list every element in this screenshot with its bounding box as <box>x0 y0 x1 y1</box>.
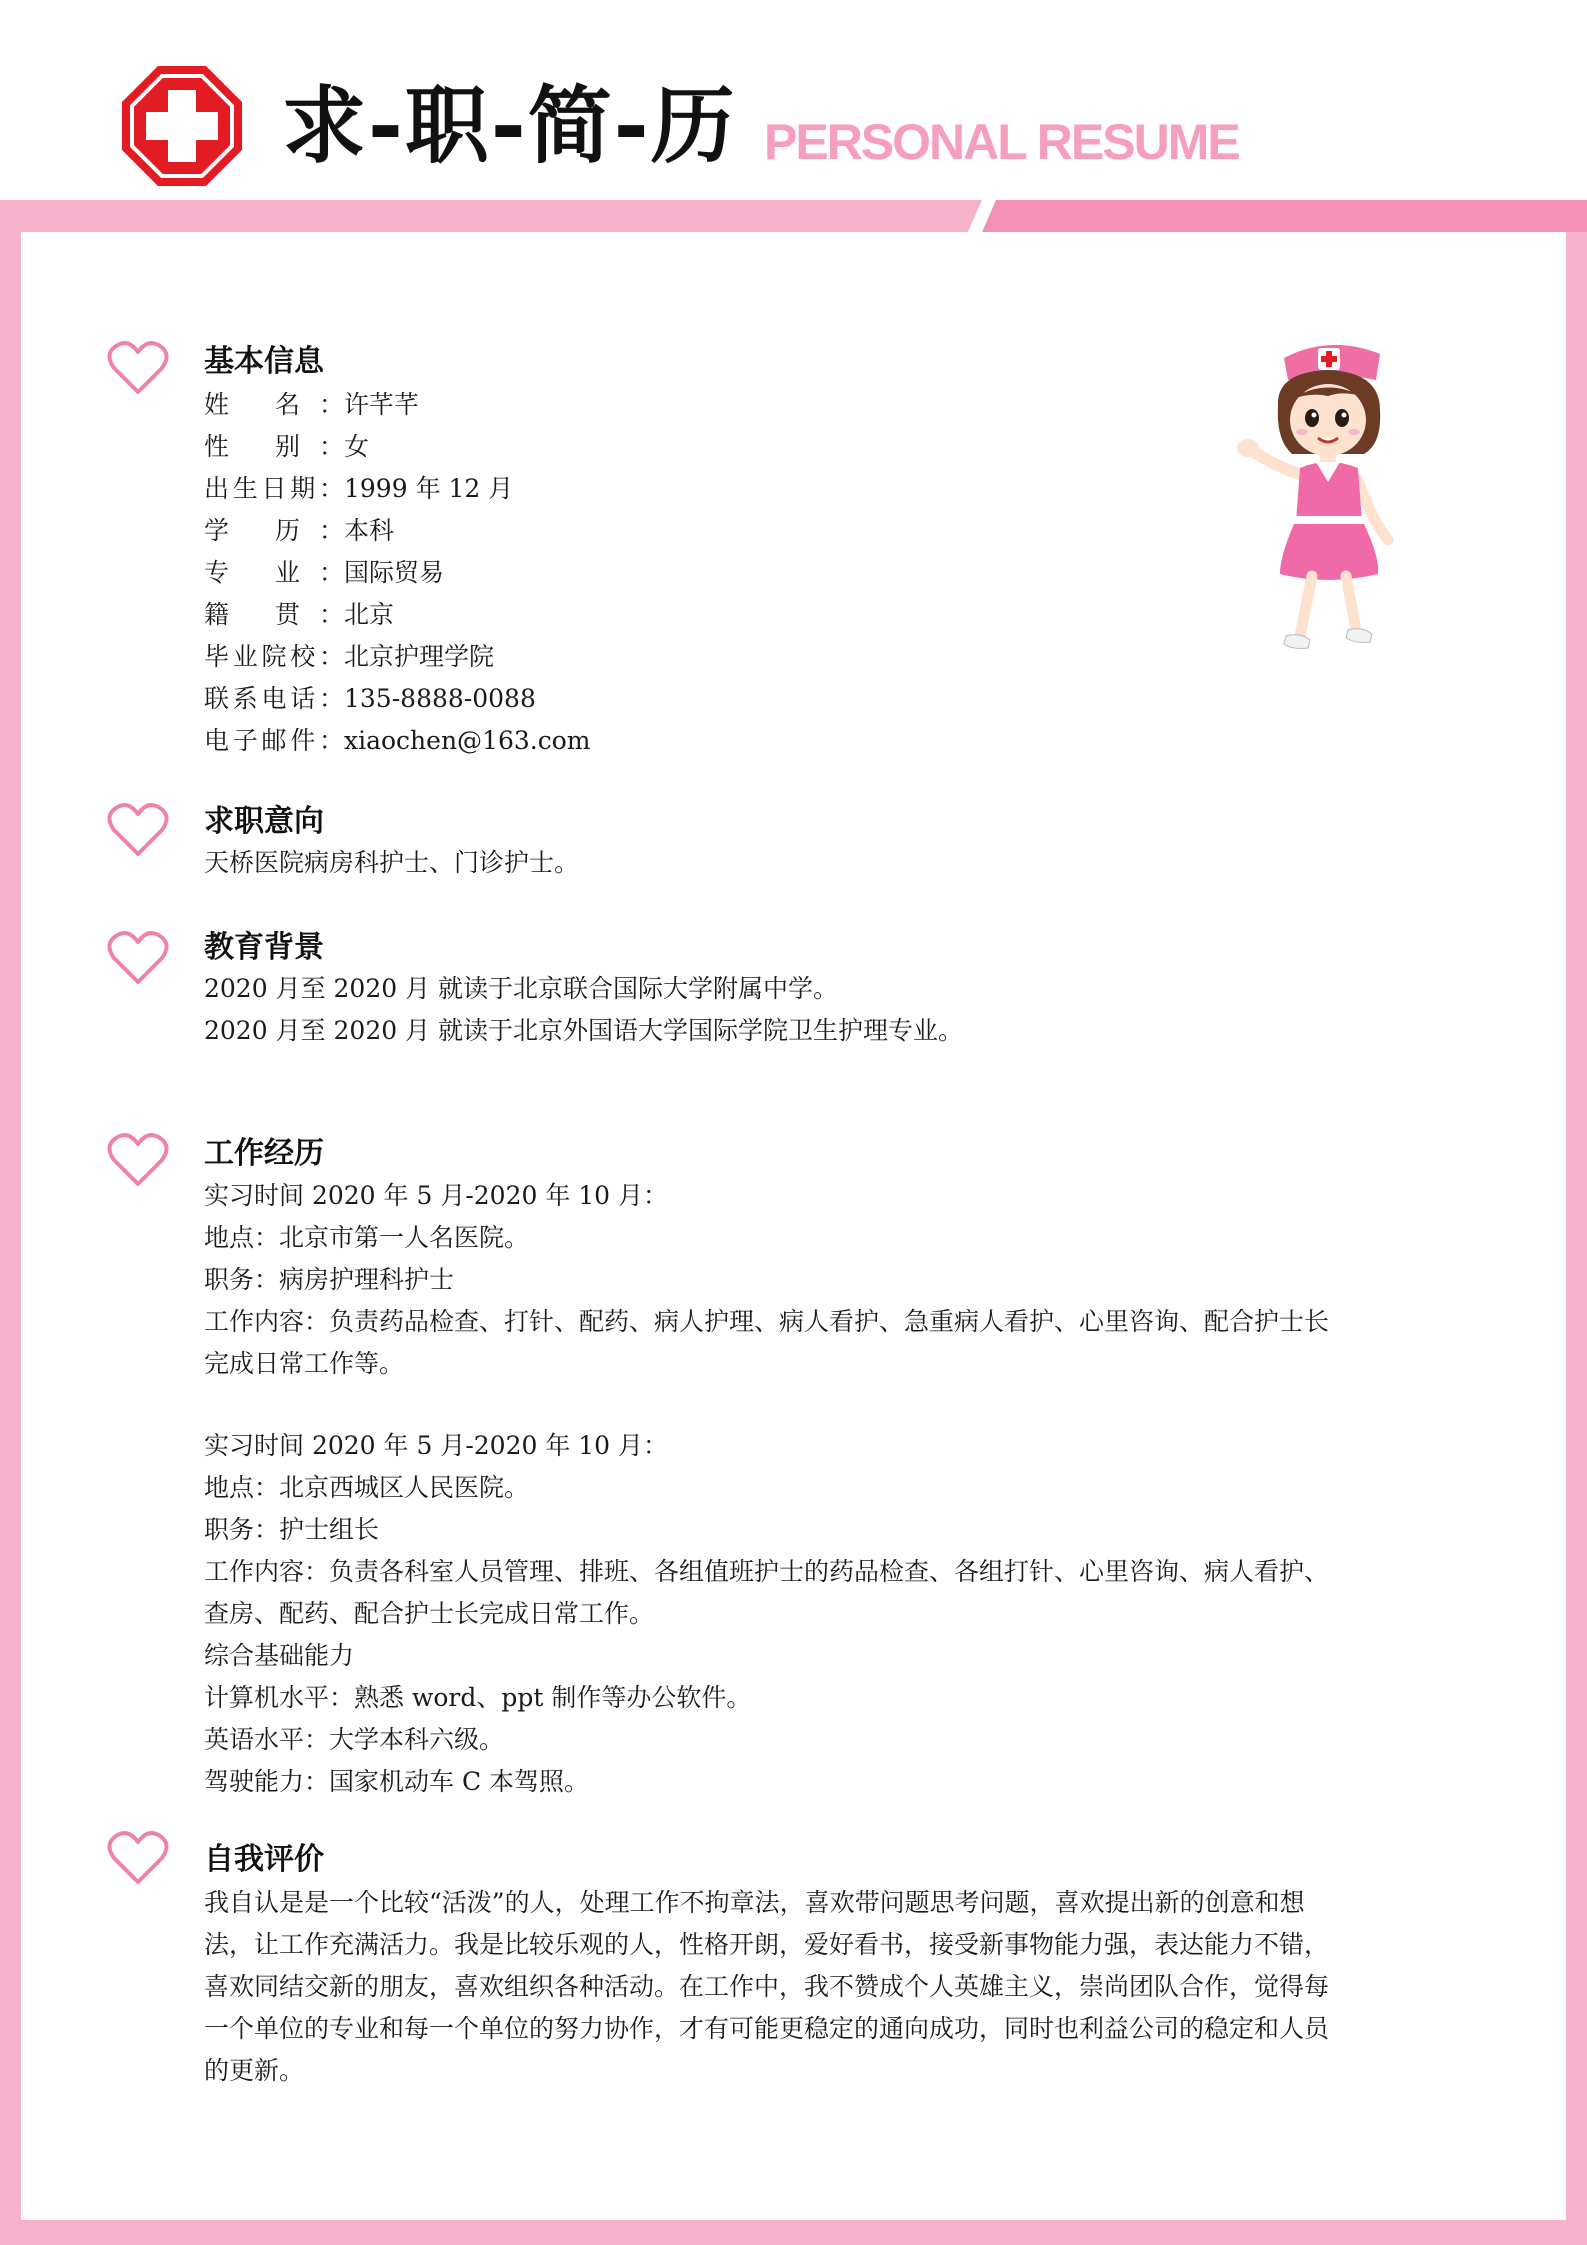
info-row-birth: 出生日期：1999 年 12 月 <box>204 474 514 503</box>
section-title: 基本信息 <box>204 344 324 379</box>
section-title: 工作经历 <box>204 1136 324 1171</box>
section-title: 教育背景 <box>204 930 324 965</box>
job1-place: 地点：北京市第一人名医院。 <box>204 1223 530 1252</box>
job2-content-cont: 查房、配药、配合护士长完成日常工作。 <box>204 1599 655 1628</box>
info-row-gender: 性 别：女 <box>204 432 370 461</box>
info-row-email: 电子邮件：xiaochen@163.com <box>204 726 591 755</box>
job1-content-cont: 完成日常工作等。 <box>204 1349 405 1378</box>
spacer <box>204 1385 1464 1425</box>
info-row-name: 姓 名：许芊芊 <box>204 390 420 419</box>
resume-subtitle: PERSONAL RESUME <box>764 114 1239 170</box>
job2-content: 工作内容：负责各科室人员管理、排班、各组值班护士的药品检查、各组打针、心里咨询、病人看护、 <box>204 1557 1330 1586</box>
heart-icon <box>106 802 170 858</box>
self-eval-line: 喜欢同结交新的朋友，喜欢组织各种活动。在工作中，我不赞成个人英雄主义，崇尚团队合作，觉得每 <box>204 1972 1330 2001</box>
info-row-major: 专 业：国际贸易 <box>204 558 445 587</box>
heart-icon <box>106 340 170 396</box>
work-list <box>204 1175 1464 1803</box>
job2-place: 地点：北京西城区人民医院。 <box>204 1473 530 1502</box>
job-intent-text: 天桥医院病房科护士、门诊护士。 <box>204 848 580 877</box>
education-item: 2020 月至 2020 月 就读于北京外国语大学国际学院卫生护理专业。 <box>204 1016 964 1045</box>
job1-role: 职务：病房护理科护士 <box>204 1265 455 1294</box>
self-eval-line: 我自认是是一个比较“活泼”的人，处理工作不拘章法，喜欢带问题思考问题，喜欢提出新的创意和想 <box>204 1888 1305 1917</box>
section-title: 求职意向 <box>204 804 324 839</box>
self-eval-line: 一个单位的专业和每一个单位的努力协作，才有可能更稳定的通向成功，同时也利益公司的稳定和人员 <box>204 2014 1330 2043</box>
job2-period: 实习时间 2020 年 5 月-2020 年 10 月： <box>204 1431 669 1460</box>
heart-icon <box>106 1132 170 1188</box>
skill-english: 英语水平：大学本科六级。 <box>204 1725 505 1754</box>
info-row-phone: 联系电话：135-8888-0088 <box>204 684 536 713</box>
education-list <box>204 968 1464 1052</box>
self-eval-line: 的更新。 <box>204 2056 305 2085</box>
job2-role: 职务：护士组长 <box>204 1515 380 1544</box>
info-row-education: 学 历：本科 <box>204 516 395 545</box>
heart-icon <box>106 930 170 986</box>
basic-info-list <box>204 384 1464 762</box>
education-item: 2020 月至 2020 月 就读于北京联合国际大学附属中学。 <box>204 974 839 1003</box>
skill-computer: 计算机水平：熟悉 word、ppt 制作等办公软件。 <box>204 1683 752 1712</box>
red-cross-logo-icon <box>118 62 246 190</box>
self-eval-line: 法，让工作充满活力。我是比较乐观的人，性格开朗，爱好看书，接受新事物能力强，表达能力不错， <box>204 1930 1330 1959</box>
resume-header <box>0 0 1587 200</box>
job1-period: 实习时间 2020 年 5 月-2020 年 10 月： <box>204 1181 669 1210</box>
job1-content: 工作内容：负责药品检查、打针、配药、病人护理、病人看护、急重病人看护、心里咨询、配合护士长 <box>204 1307 1330 1336</box>
self-evaluation-text <box>204 1882 1464 2092</box>
skills-title: 综合基础能力 <box>204 1641 355 1670</box>
resume-title: 求-职-简-历 <box>282 77 737 175</box>
info-row-school: 毕业院校：北京护理学院 <box>204 642 495 671</box>
skill-driving: 驾驶能力：国家机动车 C 本驾照。 <box>204 1767 590 1796</box>
header-band <box>0 200 1587 232</box>
info-row-hometown: 籍 贯：北京 <box>204 600 395 629</box>
heart-icon <box>106 1830 170 1886</box>
section-title: 自我评价 <box>204 1842 324 1877</box>
